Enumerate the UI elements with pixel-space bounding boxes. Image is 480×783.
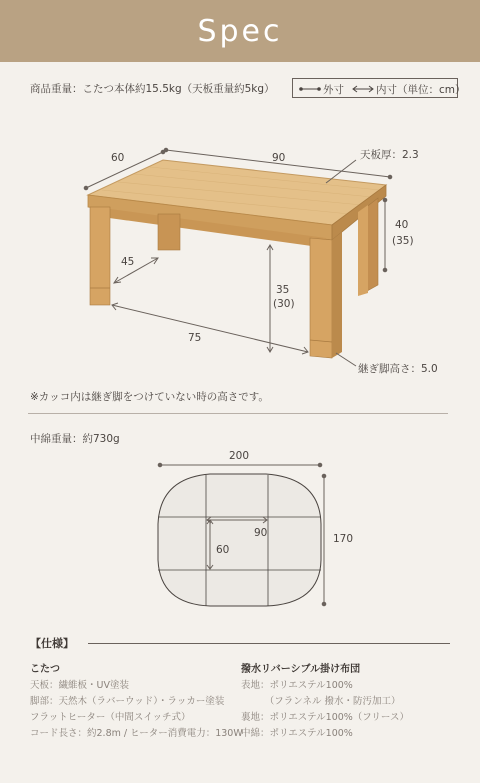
dim-inner-depth: 45	[121, 256, 135, 268]
dim-inner-height-alt: (30)	[273, 298, 295, 310]
spec-left-line: 脚部：天然木（ラバーウッド）・ラッカー塗装	[30, 696, 225, 707]
futon-width: 200	[229, 450, 250, 462]
height-note: ※カッコ内は継ぎ脚をつけていない時の高さです。	[30, 391, 269, 403]
dim-depth: 60	[111, 152, 125, 164]
spec-right-heading: 撥水リバーシブル掛け布団	[241, 664, 361, 675]
dim-inner-width: 75	[188, 332, 202, 344]
dim-inner-height: 35	[276, 284, 290, 296]
spec-right-line: 中綿：ポリエステル100%	[241, 728, 353, 739]
dim-leg-extension: 継ぎ脚高さ：5.0	[358, 363, 438, 375]
spec-rule	[88, 643, 450, 644]
spec-left-line: フラットヒーター（中間スイッチ式）	[30, 712, 191, 723]
spec-right-line: 表地：ポリエステル100%	[241, 680, 353, 691]
spec-left-line: 天板：繊維板・UV塗装	[30, 680, 129, 691]
futon-inner-depth: 60	[216, 544, 230, 556]
spec-right-line: （フランネル 撥水・防汚加工）	[241, 696, 401, 707]
page-title: Spec	[197, 13, 283, 49]
spec-left-line: コード長さ：約2.8m / ヒーター消費電力：130W	[30, 728, 243, 739]
spec-title: 【仕様】	[30, 637, 74, 650]
futon-inner-width: 90	[254, 527, 268, 539]
spec-left-heading: こたつ	[30, 664, 60, 675]
dim-top-thickness: 天板厚：2.3	[360, 149, 419, 161]
legend-inner-label: 内寸	[376, 84, 397, 96]
dim-height: 40	[395, 219, 409, 231]
spec-right-line: 裏地：ポリエステル100%（フリース）	[241, 712, 409, 723]
legend-unit-label: （単位：cm）	[397, 84, 466, 96]
futon-depth: 170	[333, 533, 354, 545]
legend-outer-label: 外寸	[323, 84, 344, 96]
table-weight: 商品重量：こたつ本体約15.5kg（天板重量約5kg）	[30, 83, 275, 95]
dim-height-alt: (35)	[392, 235, 414, 247]
dim-width: 90	[272, 152, 286, 164]
futon-weight: 中綿重量：約730g	[30, 433, 120, 445]
